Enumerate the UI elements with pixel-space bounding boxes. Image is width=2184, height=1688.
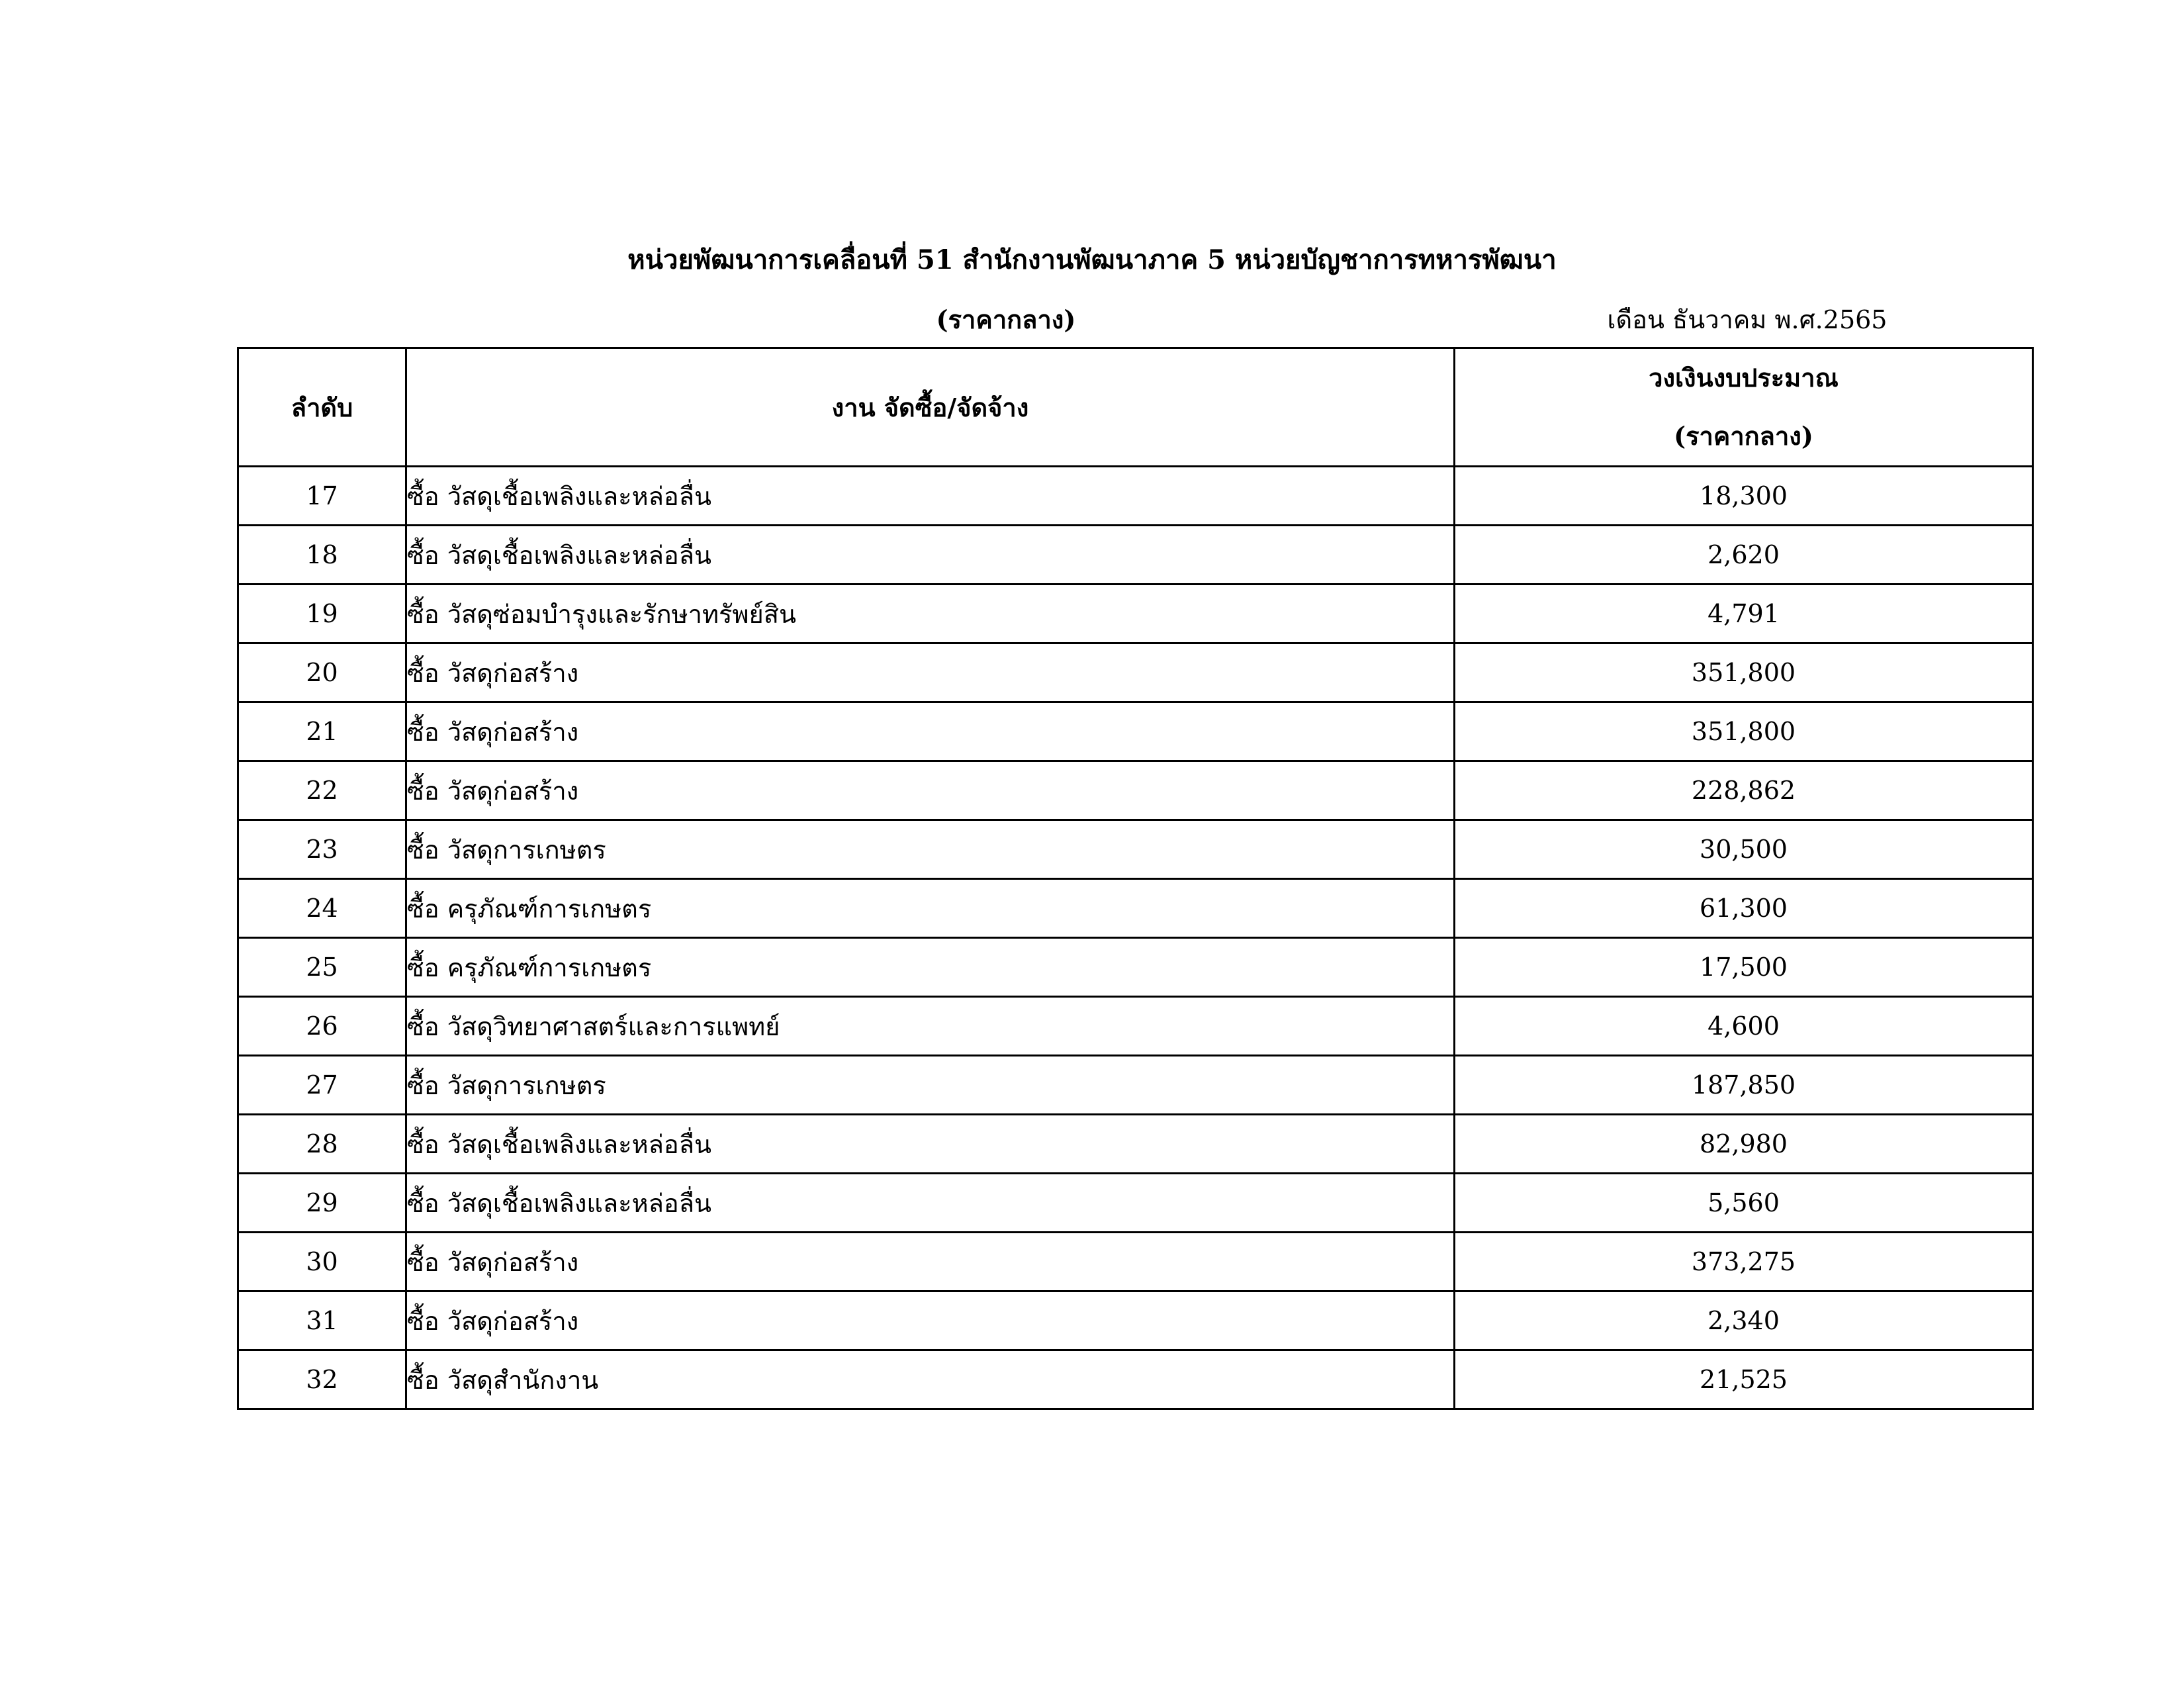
header-no: ลำดับ xyxy=(238,348,406,467)
row-budget: 2,340 xyxy=(1455,1291,2033,1350)
table-row xyxy=(238,585,2033,643)
row-item: ซื้อ วัสดุการเกษตร xyxy=(406,820,1455,879)
row-budget: 17,500 xyxy=(1455,938,2033,997)
row-no: 23 xyxy=(238,820,406,879)
row-budget: 18,300 xyxy=(1455,467,2033,526)
table-row xyxy=(238,467,2033,526)
table-row xyxy=(238,702,2033,761)
row-budget: 82,980 xyxy=(1455,1115,2033,1174)
row-item: ซื้อ วัสดุเชื้อเพลิงและหล่อลื่น xyxy=(406,1115,1455,1174)
document-subtitle: (ราคากลาง) xyxy=(936,305,1076,334)
row-budget: 187,850 xyxy=(1455,1056,2033,1115)
table-header-row xyxy=(238,348,2033,467)
header-budget-line2: (ราคากลาง) xyxy=(1674,421,1813,451)
row-budget: 21,525 xyxy=(1455,1350,2033,1409)
table-row xyxy=(238,1174,2033,1233)
row-no: 26 xyxy=(238,997,406,1056)
row-budget: 4,791 xyxy=(1455,585,2033,643)
row-no: 22 xyxy=(238,761,406,820)
row-item: ซื้อ วัสดุวิทยาศาสตร์และการแพทย์ xyxy=(406,997,1455,1056)
row-item: ซื้อ วัสดุซ่อมบำรุงและรักษาทรัพย์สิน xyxy=(406,585,1455,643)
row-budget: 228,862 xyxy=(1455,761,2033,820)
row-item: ซื้อ วัสดุก่อสร้าง xyxy=(406,702,1455,761)
table-row xyxy=(238,820,2033,879)
table-row xyxy=(238,1350,2033,1409)
row-item: ซื้อ ครุภัณฑ์การเกษตร xyxy=(406,938,1455,997)
row-budget: 351,800 xyxy=(1455,643,2033,702)
row-item: ซื้อ วัสดุก่อสร้าง xyxy=(406,761,1455,820)
row-budget: 4,600 xyxy=(1455,997,2033,1056)
table-row xyxy=(238,1291,2033,1350)
row-item: ซื้อ วัสดุเชื้อเพลิงและหล่อลื่น xyxy=(406,467,1455,526)
row-no: 25 xyxy=(238,938,406,997)
table-row xyxy=(238,761,2033,820)
row-no: 31 xyxy=(238,1291,406,1350)
row-no: 32 xyxy=(238,1350,406,1409)
row-budget: 373,275 xyxy=(1455,1233,2033,1291)
row-no: 18 xyxy=(238,526,406,585)
row-no: 19 xyxy=(238,585,406,643)
table-row xyxy=(238,1115,2033,1174)
row-no: 17 xyxy=(238,467,406,526)
row-no: 29 xyxy=(238,1174,406,1233)
row-item: ซื้อ วัสดุก่อสร้าง xyxy=(406,1291,1455,1350)
header-item: งาน จัดซื้อ/จัดจ้าง xyxy=(406,348,1455,467)
row-budget: 30,500 xyxy=(1455,820,2033,879)
table-row xyxy=(238,643,2033,702)
row-budget: 61,300 xyxy=(1455,879,2033,938)
row-budget: 351,800 xyxy=(1455,702,2033,761)
row-budget: 2,620 xyxy=(1455,526,2033,585)
table-row xyxy=(238,938,2033,997)
row-no: 20 xyxy=(238,643,406,702)
table-row xyxy=(238,1233,2033,1291)
row-item: ซื้อ วัสดุเชื้อเพลิงและหล่อลื่น xyxy=(406,526,1455,585)
row-item: ซื้อ ครุภัณฑ์การเกษตร xyxy=(406,879,1455,938)
row-budget: 5,560 xyxy=(1455,1174,2033,1233)
row-item: ซื้อ วัสดุสำนักงาน xyxy=(406,1350,1455,1409)
row-item: ซื้อ วัสดุเชื้อเพลิงและหล่อลื่น xyxy=(406,1174,1455,1233)
row-item: ซื้อ วัสดุก่อสร้าง xyxy=(406,1233,1455,1291)
header-budget xyxy=(1455,348,2033,467)
table-row xyxy=(238,1056,2033,1115)
table-row xyxy=(238,526,2033,585)
document-date: เดือน ธันวาคม พ.ศ.2565 xyxy=(1607,305,1888,334)
table-row xyxy=(238,997,2033,1056)
row-no: 24 xyxy=(238,879,406,938)
row-item: ซื้อ วัสดุก่อสร้าง xyxy=(406,643,1455,702)
header-budget-line1: วงเงินงบประมาณ xyxy=(1649,363,1839,393)
table-body xyxy=(238,467,2033,1409)
table-row xyxy=(238,879,2033,938)
row-no: 21 xyxy=(238,702,406,761)
procurement-table xyxy=(237,347,2034,1410)
row-item: ซื้อ วัสดุการเกษตร xyxy=(406,1056,1455,1115)
row-no: 30 xyxy=(238,1233,406,1291)
row-no: 27 xyxy=(238,1056,406,1115)
row-no: 28 xyxy=(238,1115,406,1174)
document-title: หน่วยพัฒนาการเคลื่อนที่ 51 สำนักงานพัฒนาภาค 5 หน่วยบัญชาการทหารพัฒนา xyxy=(627,244,1557,275)
